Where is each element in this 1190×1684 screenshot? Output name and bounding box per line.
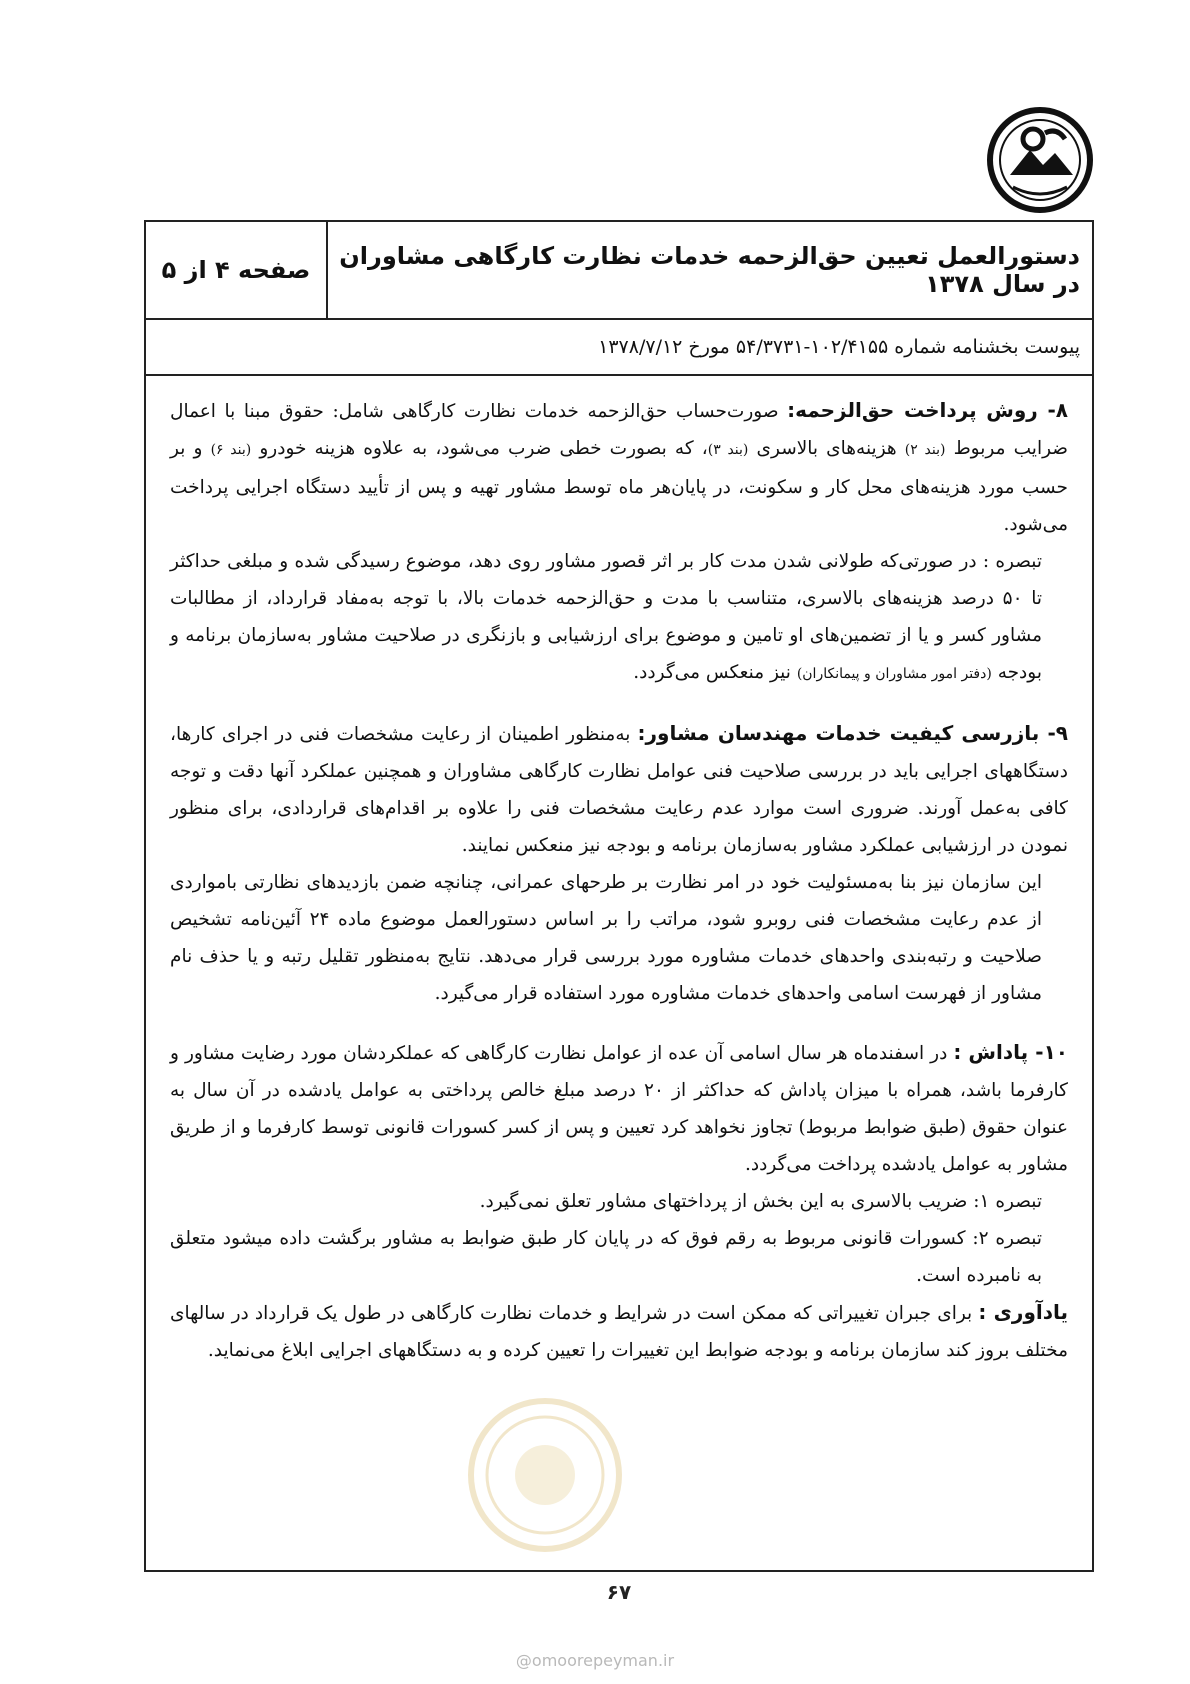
section-10-note-2: تبصره ۲: کسورات قانونی مربوط به رقم فوق که در پایان کار طبق ضوابط به مشاور برگشت داده میشود متعلق به نامبرده است. [170,1228,1042,1286]
document-title: دستورالعمل تعیین حق‌الزحمه خدمات نظارت کارگاهی مشاوران در سال ۱۳۷۸ [339,242,1080,298]
section-9-paragraph-2: این سازمان نیز بنا به‌مسئولیت خود در امر نظارت بر طرحهای عمرانی، چنانچه ضمن بازدیدهای نظارتی باموارد‌ی از عدم رعایت مشخصات فنی روبرو شود، مراتب را بر اساس دستورالعمل موضوع ماده ۲۴ آئین‌نامه تشخیص صلاحیت و رتبه‌بندی واحدهای خدمات مشاوره مورد بررسی قرار می‌دهد. نتایج به‌منظور تقلیل رتبه و یا حذف نام مشاور از فهرست اسامی واحدهای خدمات مشاوره مورد استفاده قرار می‌گیرد. [170,872,1042,1004]
reminder-paragraph: یادآوری : برای جبران تغییراتی که ممکن است در شرایط و خدمات نظارت کارگاهی در طول یک قرارداد در سالهای مختلف بروز کند سازمان برنامه و بودجه ضوابط این تغییرات را تعیین کرده و به دستگاههای اجرایی ابلاغ می‌نماید. [170,1300,1069,1361]
page-number: ۶۷ [606,1580,632,1604]
section-9-paragraph: ۹- بازرسی کیفیت خدمات مهندسان مشاور: به‌منظور اطمینان از رعایت مشخصات فنی در اجرای کارها، دستگاههای اجرایی باید در بررسی صلاحیت فنی عوامل نظارت کارگاهی مشاوران و همچنین عملکرد آنها دقت و توجه کافی به‌عمل آورند. ضروری است موارد عدم رعایت مشخصات فنی را علاوه بر اقدام‌های قراردادی، برای منظور نمودن در ارزشیابی عملکرد مشاور به‌سازمان برنامه و بودجه نیز منعکس نمایند. [170,721,1068,856]
header-row [146,222,1092,320]
watermark-seal-icon [465,1395,625,1555]
section-10-paragraph: ۱۰- پاداش : در اسفندماه هر سال اسامی آن عده از عوامل نظارت کارگاهی که عملکردشان مورد رضایت مشاور و کارفرما باشد، همراه با میزان پاداش که حداکثر از ۲۰ درصد مبلغ خالص پرداختی به عوامل یادشده در آن سال به عنوان حقوق (طبق ضوابط مربوط) تجاوز نخواهد کرد تعیین و پس از کسر کسورات قانونی توسط کارفرما و از طریق مشاور به عوامل یادشده پرداخت می‌گردد. [170,1040,1068,1175]
section-8-paragraph: ۸- روش پرداخت حق‌الزحمه: صورت‌حساب حق‌الزحمه خدمات نظارت کارگاهی شامل: حقوق مبنا با اعمال ضرایب مربوط (بند ۲) هزینه‌های بالاسری (بند ۳)، که بصورت خطی ضرب می‌شود، به علاوه هزینه خودرو (بند ۶) و بر حسب مورد هزینه‌های محل کار و سکونت، در پایان‌هر ماه توسط مشاور تهیه و پس از تأیید دستگاه اجرایی پرداخت می‌شود. [170,398,1068,535]
organization-emblem-icon [985,105,1095,215]
section-8-note: تبصره : در صورتی‌که طولانی شدن مدت کار بر اثر قصور مشاور روی دهد، موضوع رسیدگی شده و مبلغی حداکثر تا ۵۰ درصد هزینه‌های بالاسری، متناسب با مدت و حق‌الزحمه خدمات بالا، با توجه به‌مفاد قرارداد، از مطالبات مشاور کسر و یا از تضمین‌های او تامین و موضوع برای ارزشیابی و بازنگری در صلاحیت مشاور به‌سازمان برنامه و بودجه (دفتر امور مشاوران و پیمانکاران) نیز منعکس می‌گردد. [170,551,1042,683]
section-8-heading: ۸- روش پرداخت حق‌الزحمه: [787,398,1068,422]
reminder-heading: یادآوری : [978,1300,1069,1324]
watermark-site: @omoorepeyman.ir [515,1651,675,1670]
page-indicator: صفحه ۴ از ۵ [146,222,328,318]
section-9-heading: ۹- بازرسی کیفیت خدمات مهندسان مشاور: [637,721,1068,745]
section-10-note-1: تبصره ۱: ضریب بالاسری به این بخش از پرداختهای مشاور تعلق نمی‌گیرد. [479,1191,1042,1212]
document-frame [144,220,1094,1604]
section-10-heading: ۱۰- پاداش : [953,1040,1068,1064]
attachment-reference: پیوست بخشنامه شماره ۱۰۲/۴۱۵۵-۵۴/۳۷۳۱ مورخ ۱۳۷۸/۷/۱۲ [146,320,1092,376]
document-body [170,392,1068,1369]
